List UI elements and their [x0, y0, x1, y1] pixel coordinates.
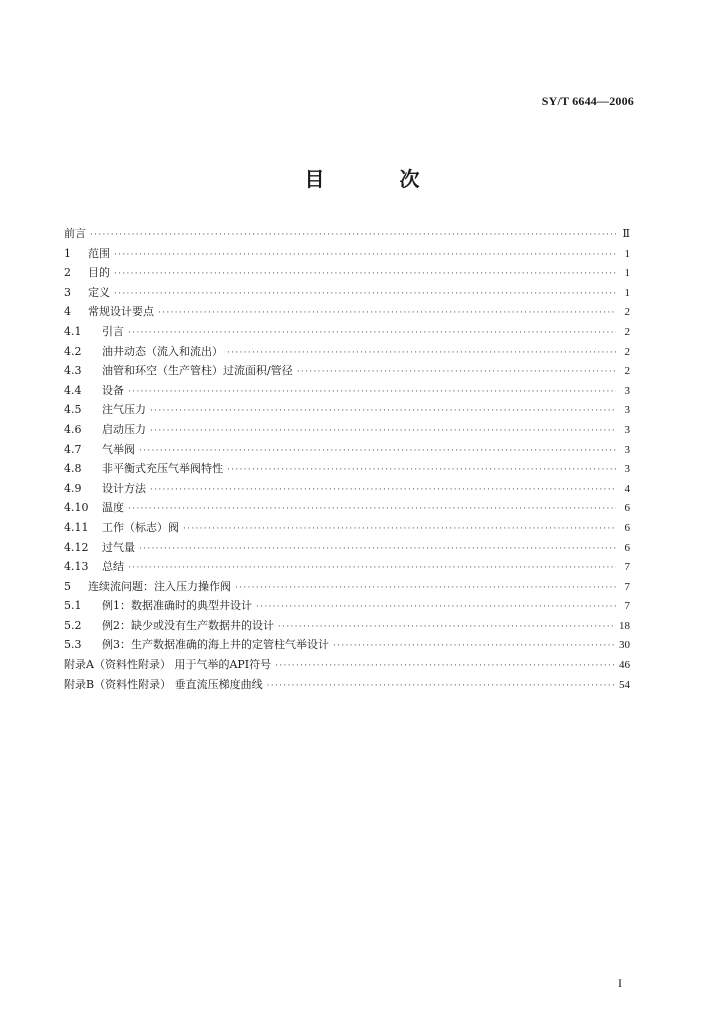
toc-entry[interactable]: [64, 381, 630, 401]
toc-entry-title: 附录A（资料性附录） 用于气举的API符号: [64, 658, 272, 672]
dot-leader: [256, 598, 616, 618]
toc-entry-number: 4.1: [64, 324, 82, 338]
toc-entry-title: 常规设计要点: [88, 305, 154, 319]
toc-entry-title: 设计方法: [102, 481, 146, 495]
toc-entry[interactable]: [64, 557, 630, 577]
table-of-contents: [64, 224, 630, 694]
toc-entry[interactable]: [64, 322, 630, 342]
toc-entry-number: 4.13: [64, 560, 89, 574]
toc-entry-title: 工作（标志）阀: [102, 520, 179, 534]
toc-entry-page: 2: [624, 325, 630, 338]
toc-entry[interactable]: [64, 342, 630, 362]
toc-entry[interactable]: [64, 675, 630, 695]
toc-entry-title: 例3：生产数据准确的海上井的定管柱气举设计: [102, 638, 329, 652]
toc-entry-title: 启动压力: [102, 422, 146, 436]
toc-entry-number: 4.12: [64, 540, 89, 554]
toc-entry-title: 附录B（资料性附录） 垂直流压梯度曲线: [64, 677, 263, 691]
dot-leader: [333, 637, 616, 657]
toc-entry[interactable]: [64, 577, 630, 597]
toc-entry[interactable]: [64, 459, 630, 479]
toc-entry-page: 46: [619, 659, 630, 672]
toc-entry-page: 6: [624, 502, 630, 515]
toc-entry-page: 7: [624, 561, 630, 574]
toc-entry-number: 4: [64, 305, 71, 319]
toc-entry[interactable]: [64, 302, 630, 322]
dot-leader: [183, 520, 616, 540]
toc-entry[interactable]: [64, 635, 630, 655]
toc-entry-page: 2: [624, 306, 630, 319]
toc-entry-page: Ⅱ: [622, 228, 630, 240]
toc-entry[interactable]: [64, 518, 630, 538]
toc-entry-page: 6: [624, 521, 630, 534]
toc-entry-number: 3: [64, 285, 71, 299]
toc-entry-number: 4.6: [64, 422, 82, 436]
toc-entry-title: 油管和环空（生产管柱）过流面积/管径: [102, 364, 293, 378]
toc-entry-number: 5.3: [64, 638, 82, 652]
dot-leader: [158, 304, 616, 324]
standard-number: SY/T 6644—2006: [541, 94, 634, 108]
dot-leader: [114, 285, 616, 305]
toc-entry[interactable]: [64, 244, 630, 264]
toc-entry[interactable]: [64, 263, 630, 283]
toc-entry-number: 4.7: [64, 442, 82, 456]
toc-entry[interactable]: [64, 361, 630, 381]
toc-entry-page: 3: [624, 443, 630, 456]
toc-entry-page: 3: [624, 463, 630, 476]
toc-entry-page: 1: [624, 286, 630, 299]
toc-entry-page: 3: [624, 404, 630, 417]
dot-leader: [235, 579, 616, 599]
toc-entry-title: 过气量: [102, 540, 135, 554]
toc-entry-page: 7: [624, 600, 630, 613]
toc-entry[interactable]: [64, 538, 630, 558]
toc-entry-number: 4.2: [64, 344, 82, 358]
toc-entry-title: 总结: [102, 560, 124, 574]
toc-entry[interactable]: [64, 655, 630, 675]
toc-entry-number: 4.11: [64, 520, 89, 534]
toc-entry[interactable]: [64, 420, 630, 440]
toc-entry-title: 非平衡式充压气举阀特性: [102, 462, 223, 476]
dot-leader: [150, 481, 616, 501]
toc-entry-number: 5.2: [64, 618, 82, 632]
toc-entry-page: 2: [624, 345, 630, 358]
toc-entry[interactable]: [64, 479, 630, 499]
toc-entry[interactable]: [64, 616, 630, 636]
toc-entry-title: 范围: [88, 246, 110, 260]
toc-entry-number: 1: [64, 246, 71, 260]
toc-entry-number: 4.9: [64, 481, 82, 495]
dot-leader: [150, 402, 616, 422]
toc-entry-page: 30: [619, 639, 630, 652]
toc-entry-title: 例1：数据准确时的典型井设计: [102, 599, 252, 613]
toc-entry[interactable]: [64, 400, 630, 420]
toc-entry-title: 注气压力: [102, 403, 146, 417]
toc-entry-page: 2: [624, 365, 630, 378]
toc-entry-page: 3: [624, 384, 630, 397]
toc-entry-title: 温度: [102, 501, 124, 515]
toc-entry-title: 前言: [64, 227, 86, 240]
toc-entry-page: 3: [624, 423, 630, 436]
dot-leader: [114, 246, 616, 266]
toc-entry-title: 连续流问题：注入压力操作阀: [88, 579, 231, 593]
toc-entry[interactable]: [64, 224, 630, 244]
toc-entry-number: 5: [64, 579, 71, 593]
toc-entry-number: 4.4: [64, 383, 82, 397]
toc-entry[interactable]: [64, 283, 630, 303]
toc-entry[interactable]: [64, 440, 630, 460]
dot-leader: [150, 422, 616, 442]
toc-entry-title: 例2：缺少或没有生产数据井的设计: [102, 618, 274, 632]
toc-entry-title: 气举阀: [102, 442, 135, 456]
toc-entry-title: 设备: [102, 383, 124, 397]
toc-entry-page: 1: [624, 267, 630, 280]
toc-entry-number: 2: [64, 266, 71, 280]
toc-entry-page: 18: [619, 619, 630, 632]
toc-entry-number: 4.5: [64, 403, 82, 417]
toc-entry-page: 7: [624, 580, 630, 593]
toc-entry-title: 定义: [88, 285, 110, 299]
dot-leader: [267, 677, 616, 697]
dot-leader: [275, 657, 616, 677]
toc-entry-number: 4.10: [64, 501, 89, 515]
page-number: I: [618, 976, 622, 990]
dot-leader: [139, 540, 616, 560]
dot-leader: [128, 383, 616, 403]
dot-leader: [114, 265, 616, 285]
toc-entry[interactable]: [64, 596, 630, 616]
toc-entry[interactable]: [64, 498, 630, 518]
toc-entry-title: 引言: [102, 324, 124, 338]
dot-leader: [128, 500, 616, 520]
toc-entry-number: 5.1: [64, 599, 82, 613]
dot-leader: [297, 363, 616, 383]
toc-entry-page: 54: [619, 678, 630, 691]
dot-leader: [90, 226, 616, 246]
toc-entry-page: 4: [624, 482, 630, 495]
toc-entry-number: 4.8: [64, 462, 82, 476]
toc-entry-page: 6: [624, 541, 630, 554]
toc-entry-page: 1: [624, 247, 630, 260]
toc-entry-number: 4.3: [64, 364, 82, 378]
toc-entry-title: 目的: [88, 266, 110, 280]
toc-entry-title: 油井动态（流入和流出）: [102, 344, 223, 358]
dot-leader: [227, 461, 616, 481]
page-title: 目 次: [304, 167, 454, 191]
